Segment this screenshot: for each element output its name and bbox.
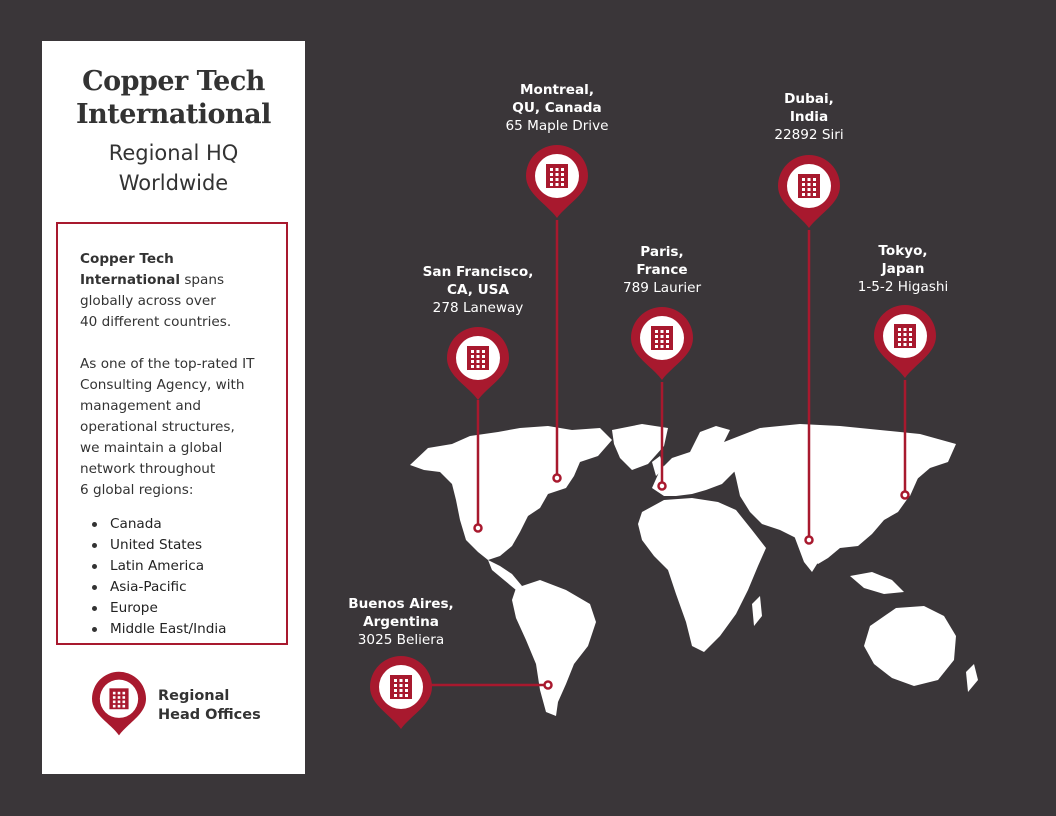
description-line: As one of the top-rated IT — [80, 356, 255, 372]
company-name: International — [80, 272, 181, 288]
company-name: Copper Tech — [80, 251, 174, 267]
list-item: Canada — [88, 514, 286, 535]
office-label-dubai — [759, 90, 859, 144]
continents — [410, 424, 978, 716]
description-line: management and — [80, 398, 201, 414]
map-pin-icon — [370, 656, 432, 729]
australia — [864, 606, 956, 686]
office-name: Montreal, QU, Canada — [512, 82, 602, 116]
office-address: 22892 Siri — [774, 127, 844, 143]
map-pin-icon — [874, 305, 936, 378]
title-line: Copper Tech — [82, 66, 265, 97]
list-item: United States — [88, 535, 286, 556]
office-label-san-francisco — [420, 263, 536, 317]
description-line: Consulting Agency, with — [80, 377, 245, 393]
south-america — [512, 580, 596, 716]
intro-text: spans — [180, 272, 225, 288]
info-panel — [42, 41, 305, 774]
new-zealand — [966, 664, 978, 692]
map-pin-icon — [447, 327, 509, 400]
description-line: operational structures, — [80, 419, 235, 435]
description-line: 6 global regions: — [80, 482, 194, 498]
office-address: 1-5-2 Higashi — [857, 279, 949, 295]
description-paragraph — [80, 354, 286, 501]
office-name: Paris, France — [636, 244, 688, 278]
africa — [638, 498, 766, 652]
list-item: Middle East/India — [88, 619, 286, 640]
office-label-paris — [612, 243, 712, 297]
regions-list — [80, 514, 286, 640]
office-address: 3025 Beliera — [357, 632, 445, 648]
southeast-asia-islands — [850, 572, 904, 594]
legend-line: Regional — [158, 688, 230, 704]
office-label-buenos-aires — [344, 595, 458, 649]
office-name: Dubai, India — [784, 91, 834, 125]
madagascar — [752, 596, 762, 626]
north-america — [410, 426, 612, 560]
list-item: Latin America — [88, 556, 286, 577]
map-pin-icon — [778, 155, 840, 228]
office-address: 789 Laurier — [622, 280, 702, 296]
office-address: 278 Laneway — [432, 300, 524, 316]
description-line: we maintain a global — [80, 440, 223, 456]
office-label-tokyo — [850, 242, 956, 296]
map-pin-icon — [526, 145, 588, 218]
map-pin-icon — [631, 307, 693, 380]
description-box — [56, 222, 288, 645]
intro-text: 40 different countries. — [80, 314, 232, 330]
list-item: Europe — [88, 598, 286, 619]
list-item: Asia-Pacific — [88, 577, 286, 598]
page-title — [42, 65, 305, 131]
subtitle-line: Regional HQ — [108, 141, 239, 165]
title-line: International — [76, 99, 271, 130]
description-line: network throughout — [80, 461, 216, 477]
legend-line: Head Offices — [158, 707, 261, 723]
office-label-montreal — [497, 81, 617, 135]
intro-text: globally across over — [80, 293, 216, 309]
office-name: San Francisco, CA, USA — [422, 264, 534, 298]
central-america — [488, 560, 522, 590]
page-subtitle — [42, 138, 305, 198]
legend-label — [158, 687, 261, 725]
office-name: Tokyo, Japan — [878, 243, 928, 277]
office-address: 65 Maple Drive — [505, 118, 609, 134]
office-name: Buenos Aires, Argentina — [348, 596, 454, 630]
subtitle-line: Worldwide — [118, 171, 229, 195]
map-pin-icon — [92, 667, 146, 741]
intro-paragraph — [80, 249, 286, 333]
